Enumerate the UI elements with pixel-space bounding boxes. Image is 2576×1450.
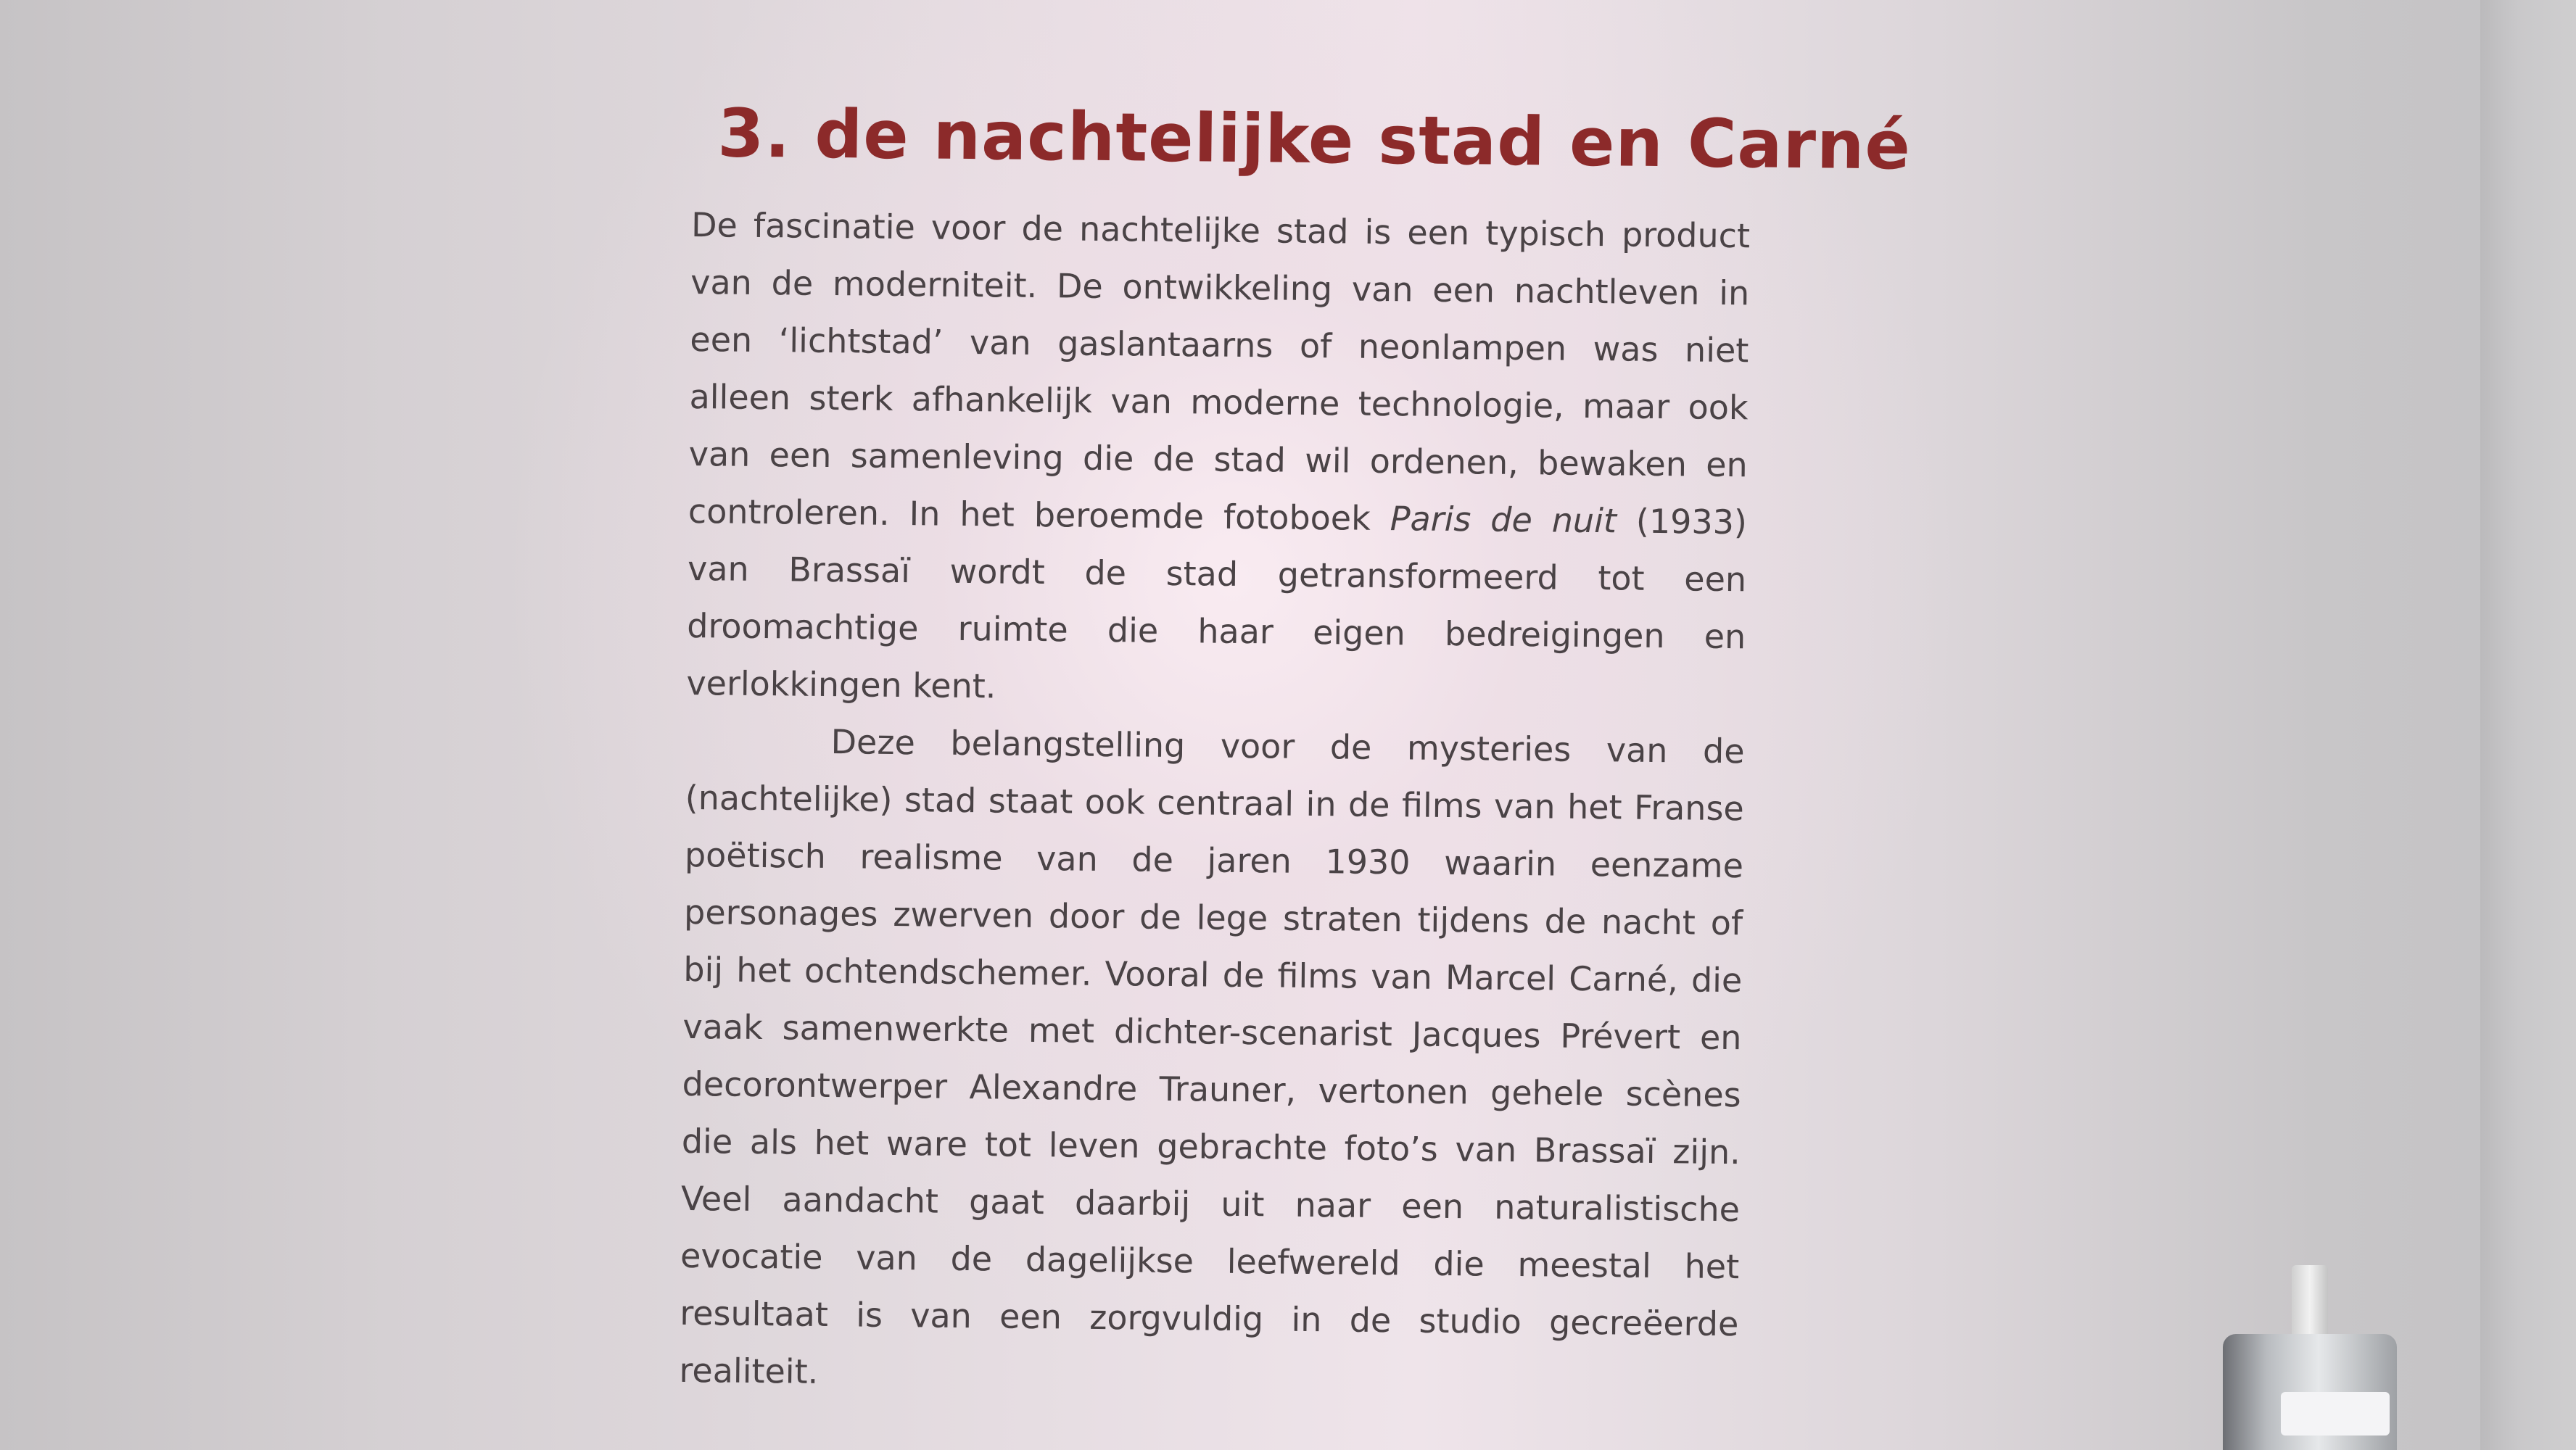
paragraph-2: Deze belangstelling voor de mysteries van de (nachtelijke) stad staat ook centraal in de films van het Franse poëtisch realisme van de jaren 1930 waarin eenzame personages zwerven door de lege straten tijdens de nacht of bij het ochtendschemer. Vooral de films van Marcel Carné, die vaak samenwerkte met dichter-scenarist Jacques Prévert en decorontwerper Alexandre Trauner, vertonen gehele scènes die als het ware tot leven gebrachte foto’s van Brassaï zijn. Veel aandacht gaat daarbij uit naar een naturalistische evocatie van de dagelijkse leefwereld die meestal het resultaat is van een zorgvuldig in de studio gecreëerde realiteit. — [679, 722, 1745, 1391]
sensor-cap — [2292, 1265, 2328, 1345]
paragraph-1 — [686, 196, 1750, 723]
paragraph-1-end: (1933) van Brassaï wordt de stad getransformeerd tot een droomachtige ruimte die haar eigen bedreigingen en verlokkingen kent. — [686, 501, 1748, 706]
book-title: Paris de nuit — [1390, 499, 1617, 541]
sensor-label — [2281, 1392, 2390, 1436]
paragraph-1-start: De fascinatie voor de nachtelijke stad is een typisch product van de moderniteit. De ontwikkeling van een nachtleven in een ‘lichtstad’ van gaslantaarns of neonlampen was niet alleen sterk afhankelijk van moderne technologie, maar ook van een samenleving die de stad wil ordenen, bewaken en controleren. In het beroemde fotoboek — [688, 204, 1751, 539]
wall-edge — [2480, 0, 2576, 1450]
panel-title: 3. de nachtelijke stad en Carné — [717, 94, 1912, 185]
wall-sensor-device — [2223, 1334, 2397, 1450]
wall-text-panel — [679, 94, 1912, 1410]
